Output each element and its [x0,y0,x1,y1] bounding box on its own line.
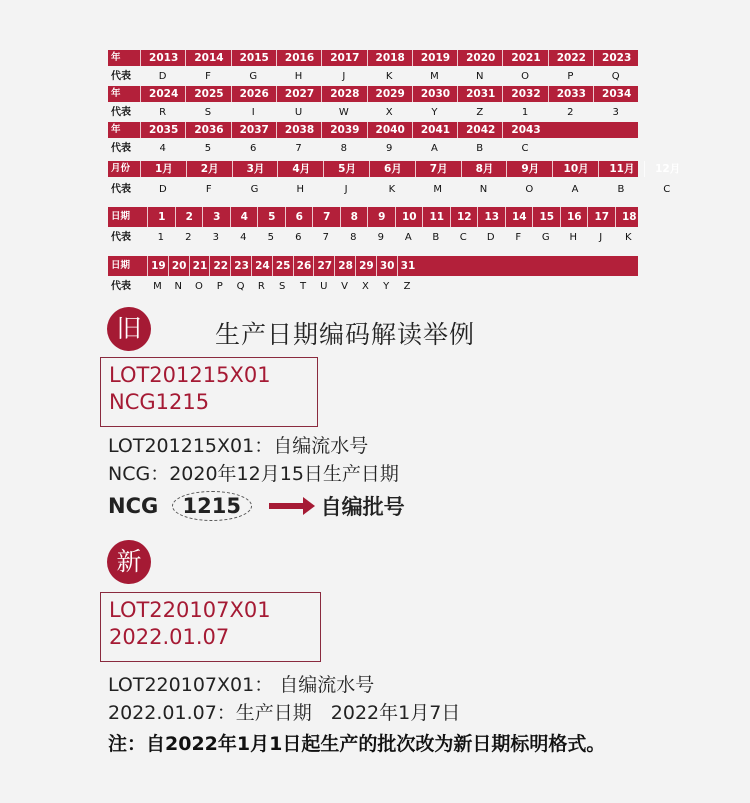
table-cell: J [344,184,348,195]
table-cell: W [338,107,349,118]
table-cell: M [433,184,443,195]
table-cell: 9 [367,207,396,227]
table-cell: 4月 [277,161,324,177]
table-header-row [108,256,638,276]
table-cell: 13 [477,207,506,227]
table-cell: 17 [587,207,616,227]
table-code-row [108,181,671,199]
table-cell: K [385,71,393,82]
table-cell: V [341,281,348,292]
table-cell: F [205,71,211,82]
table-cell: N [479,184,488,195]
table-cell: 6 [285,207,314,227]
table-cell: N [174,281,182,292]
row-label: 代表 [111,143,131,154]
old-code-box [100,357,318,427]
old-box-line-2: NCG1215 [109,390,210,414]
table-cell: 2039 [321,122,367,138]
table-cell: 21 [189,256,211,276]
table-cell: 2034 [593,86,639,102]
table-cell: 3 [612,107,619,118]
table-cell: 19 [147,256,169,276]
table-cell: 5 [204,143,212,154]
table-cell: 2032 [502,86,548,102]
table-cell: 2027 [276,86,322,102]
table-cell: 1 [521,107,529,118]
row-label: 年 [111,124,121,135]
row-label: 日期 [111,260,131,271]
new-box-line-1: LOT220107X01 [109,598,271,622]
table-cell: M [153,281,162,292]
old-format-badge: 旧 [107,307,151,351]
table-cell: A [571,184,579,195]
table-cell: K [388,184,396,195]
table-cell: F [205,184,212,195]
table-cell: 1 [147,207,176,227]
table-cell: C [521,143,529,154]
table-code-row [108,278,638,296]
table-cell: 2013 [140,50,186,66]
table-cell: O [195,281,203,292]
table-cell: Z [403,281,411,292]
table-cell: D [159,184,167,195]
table-cell: 18 [615,207,644,227]
table-cell: D [486,232,495,243]
table-cell: 3 [212,232,219,243]
table-cell: 2040 [367,122,413,138]
table-cell: 2031 [457,86,503,102]
ncg-prefix: NCG [108,494,159,518]
table-cell: I [251,107,255,118]
table-cell: S [279,281,286,292]
table-cell: 2020 [457,50,503,66]
row-label: 代表 [111,107,131,118]
table-cell: 9 [377,232,384,243]
table-cell: 5月 [323,161,370,177]
table-cell: 2036 [185,122,231,138]
table-cell: 4 [230,207,259,227]
table-cell: 2038 [276,122,322,138]
arrow-right-icon [269,503,305,509]
table-cell: 16 [560,207,589,227]
table-cell: 28 [334,256,356,276]
ncg-meaning: 自编批号 [320,495,405,519]
table-cell: N [476,71,484,82]
table-cell: Q [611,71,620,82]
new-format-badge: 新 [107,540,151,584]
table-cell: 8 [340,207,369,227]
table-code-row [108,68,638,86]
table-cell: 14 [505,207,534,227]
ncg-circled-number: 1215 [172,491,252,521]
table-cell: 11月 [598,161,645,177]
table-cell: 2017 [321,50,367,66]
new-box-line-2: 2022.01.07 [109,625,230,649]
table-cell: J [599,232,603,243]
row-label: 年 [111,52,121,63]
table-cell: 9 [385,143,393,154]
table-cell: 1 [157,232,164,243]
table-cell: G [249,71,258,82]
table-cell: R [257,281,265,292]
table-cell: 8 [340,143,348,154]
table-cell: 6 [295,232,302,243]
table-cell: 6 [250,143,257,154]
row-label: 代表 [111,184,131,195]
table-cell: 29 [355,256,377,276]
table-header-row [108,207,638,227]
table-header-row [108,50,638,66]
table-cell: 5 [257,207,286,227]
table-cell: 3 [202,207,231,227]
table-cell: 1月 [140,161,187,177]
table-cell: Y [431,107,438,118]
table-cell: 2014 [185,50,231,66]
table-cell: 6月 [369,161,416,177]
table-cell: F [515,232,522,243]
table-cell: H [294,71,303,82]
row-label: 月份 [111,163,131,174]
table-cell: T [299,281,307,292]
table-cell: H [569,232,578,243]
table-cell: O [525,184,534,195]
table-cell: 31 [397,256,419,276]
old-explain-2: NCG：2020年12月15日生产日期 [108,463,399,485]
table-cell: 2033 [548,86,594,102]
table-cell: 4 [159,143,166,154]
table-cell: C [663,184,671,195]
table-cell: 7 [312,207,341,227]
table-cell: 9月 [506,161,553,177]
table-cell: 2025 [185,86,231,102]
table-cell: 2041 [412,122,458,138]
table-cell: O [521,71,529,82]
table-cell: 24 [251,256,273,276]
table-cell: H [296,184,305,195]
table-cell: J [342,71,346,82]
table-cell: 2023 [593,50,639,66]
table-cell: 2 [175,207,204,227]
table-cell: 2042 [457,122,503,138]
row-label: 代表 [111,281,131,292]
table-cell: 26 [293,256,315,276]
table-cell: 2037 [231,122,277,138]
format-change-note: 注：自2022年1月1日起生产的批次改为新日期标明格式。 [108,733,606,755]
table-cell: B [617,184,625,195]
table-cell: 2029 [367,86,413,102]
table-cell: B [476,143,484,154]
table-cell: 2043 [502,122,548,138]
table-cell: U [320,281,328,292]
new-explain-1: LOT220107X01： 自编流水号 [108,674,375,696]
page-title: 生产日期编码解读举例 [215,320,476,349]
table-cell: 2月 [186,161,233,177]
table-cell: 11 [422,207,451,227]
table-cell: 8月 [461,161,508,177]
table-cell: P [567,71,574,82]
table-cell: Y [383,281,390,292]
table-header-row [108,161,681,177]
table-cell: 2 [185,232,192,243]
table-cell: 12 [450,207,479,227]
table-cell: 27 [313,256,335,276]
table-cell: K [624,232,632,243]
table-cell: 2019 [412,50,458,66]
table-cell: 7月 [415,161,462,177]
old-box-line-1: LOT201215X01 [109,363,271,387]
table-cell: 2024 [140,86,186,102]
table-cell: 2022 [548,50,594,66]
table-cell: Q [236,281,245,292]
table-cell: 15 [532,207,561,227]
table-cell: M [430,71,439,82]
table-cell: 2021 [502,50,548,66]
table-cell: X [361,281,369,292]
table-cell: 3月 [232,161,279,177]
table-code-row [108,104,638,122]
table-cell: R [159,107,167,118]
table-cell: 2015 [231,50,277,66]
row-label: 日期 [111,211,131,222]
table-cell: P [216,281,223,292]
table-cell: 7 [322,232,329,243]
table-cell: 2 [567,107,574,118]
table-cell: 10月 [552,161,599,177]
table-cell: 20 [168,256,190,276]
table-cell: 23 [230,256,252,276]
table-cell: G [541,232,550,243]
table-cell: 2030 [412,86,458,102]
table-cell: 25 [272,256,294,276]
table-cell: 30 [376,256,398,276]
ncg-example [108,491,405,521]
table-cell: C [459,232,467,243]
table-cell: S [204,107,212,118]
table-header-row [108,122,638,138]
table-cell: 12月 [644,161,691,177]
table-cell: 4 [240,232,247,243]
table-cell: B [432,232,440,243]
old-explain-1: LOT201215X01：自编流水号 [108,435,369,457]
new-code-box [100,592,321,662]
table-cell: U [294,107,303,118]
table-cell: 2016 [276,50,322,66]
table-cell: 2026 [231,86,277,102]
table-cell: G [250,184,259,195]
table-cell: 8 [350,232,357,243]
row-label: 代表 [111,232,131,243]
table-cell: 10 [395,207,424,227]
table-cell: 7 [295,143,302,154]
table-code-row [108,140,638,158]
table-header-row [108,86,638,102]
table-cell: X [385,107,393,118]
table-cell: A [431,143,438,154]
row-label: 年 [111,88,121,99]
table-cell: D [158,71,167,82]
table-code-row [108,229,638,247]
table-cell: 2018 [367,50,413,66]
table-cell: 22 [209,256,231,276]
table-cell: Z [476,107,484,118]
table-cell: 2028 [321,86,367,102]
table-cell: A [404,232,412,243]
row-label: 代表 [111,71,131,82]
table-cell: 2035 [140,122,186,138]
table-cell: 5 [267,232,274,243]
new-explain-2: 2022.01.07：生产日期 2022年1月7日 [108,702,461,724]
